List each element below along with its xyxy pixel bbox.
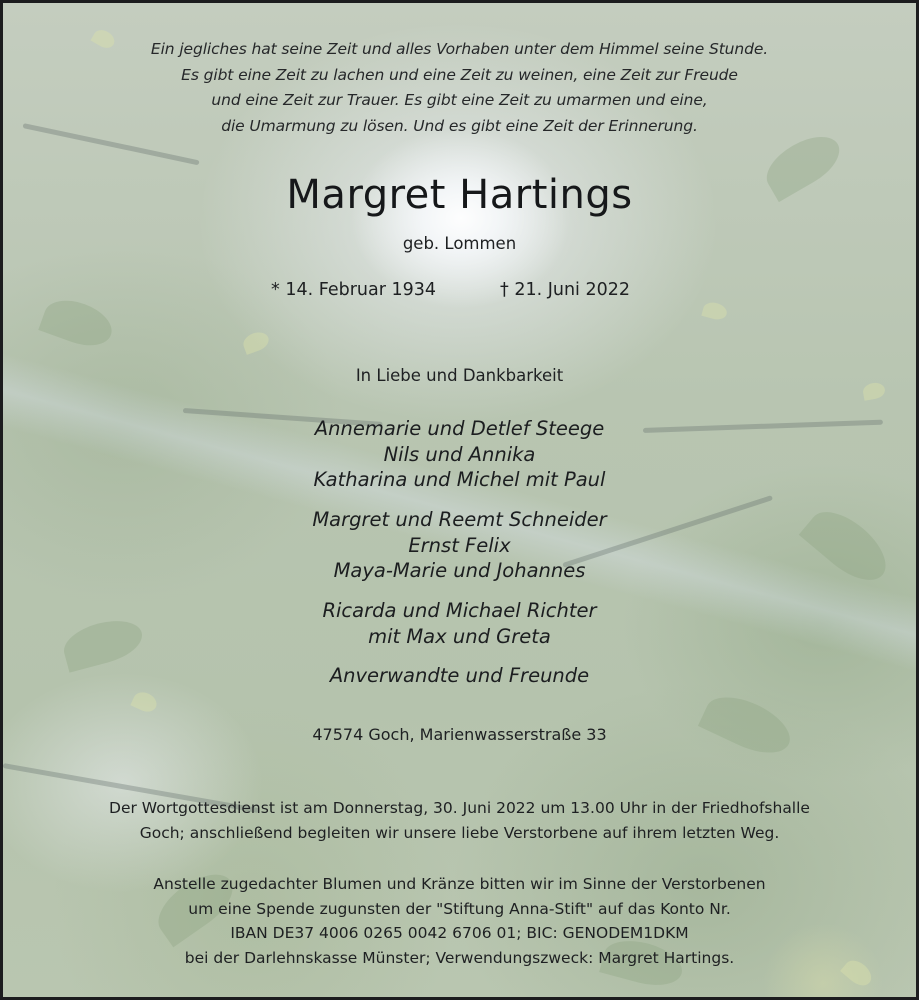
notice-content [3,3,916,997]
verse-line: und eine Zeit zur Trauer. Es gibt eine Zeit zu umarmen und eine, [211,91,708,109]
verse-line: Es gibt eine Zeit zu lachen und eine Zeit zu weinen, eine Zeit zur Freude [181,65,738,84]
mourner-group-steege [3,416,916,493]
donation-line: um eine Spende zugunsten der "Stiftung Anna-Stift" auf das Konto Nr. [188,899,731,918]
mourner-line: Maya-Marie und Johannes [333,559,586,582]
verse-line: die Umarmung zu lösen. Und es gibt eine Zeit der Erinnerung. [221,116,698,135]
obituary-notice [3,3,916,997]
mourner-group-schneider [3,507,916,584]
birth-date: * 14. Februar 1934 [271,280,436,300]
address-line: 47574 Goch, Marienwasserstraße 33 [312,725,607,744]
bank-details: IBAN DE37 4006 0265 0042 6706 01; BIC: GENODEM1DKM [230,924,689,942]
deceased-name: Margret Hartings [286,172,633,218]
memorial-verse [3,37,916,139]
verse-line: Ein jegliches hat seine Zeit und alles Vorhaben unter dem Himmel seine Stunde. [150,40,769,58]
donation-line: bei der Darlehnskasse Münster; Verwendungszweck: Margret Hartings. [184,948,735,967]
dedication-line: In Liebe und Dankbarkeit [355,366,564,385]
donation-line: Anstelle zugedachter Blumen und Kränze bitten wir im Sinne der Verstorbenen [153,875,766,893]
mourner-line: mit Max und Greta [368,624,551,648]
mourner-line: Katharina und Michel mit Paul [313,468,606,491]
family-address [3,724,916,746]
mourner-group-relatives [3,663,916,689]
mourner-line: Annemarie und Detlef Steege [314,417,605,440]
maiden-name: geb. Lommen [402,234,517,253]
funeral-service-info [3,796,916,846]
service-line: Der Wortgottesdienst ist am Donnerstag, 30. Juni 2022 um 13.00 Uhr in der Friedhofshalle [109,799,810,817]
mourner-line: Nils und Annika [383,442,536,466]
death-date: † 21. Juni 2022 [500,280,631,300]
mourner-line: Anverwandte und Freunde [329,664,590,687]
donation-request [3,872,916,970]
mourner-line: Margret und Reemt Schneider [312,508,607,531]
mourner-line: Ernst Felix [408,533,511,557]
mourner-group-richter [3,598,916,649]
mourner-line: Ricarda und Michael Richter [322,599,597,622]
service-line: Goch; anschließend begleiten wir unsere liebe Verstorbene auf ihrem letzten Weg. [139,824,780,842]
